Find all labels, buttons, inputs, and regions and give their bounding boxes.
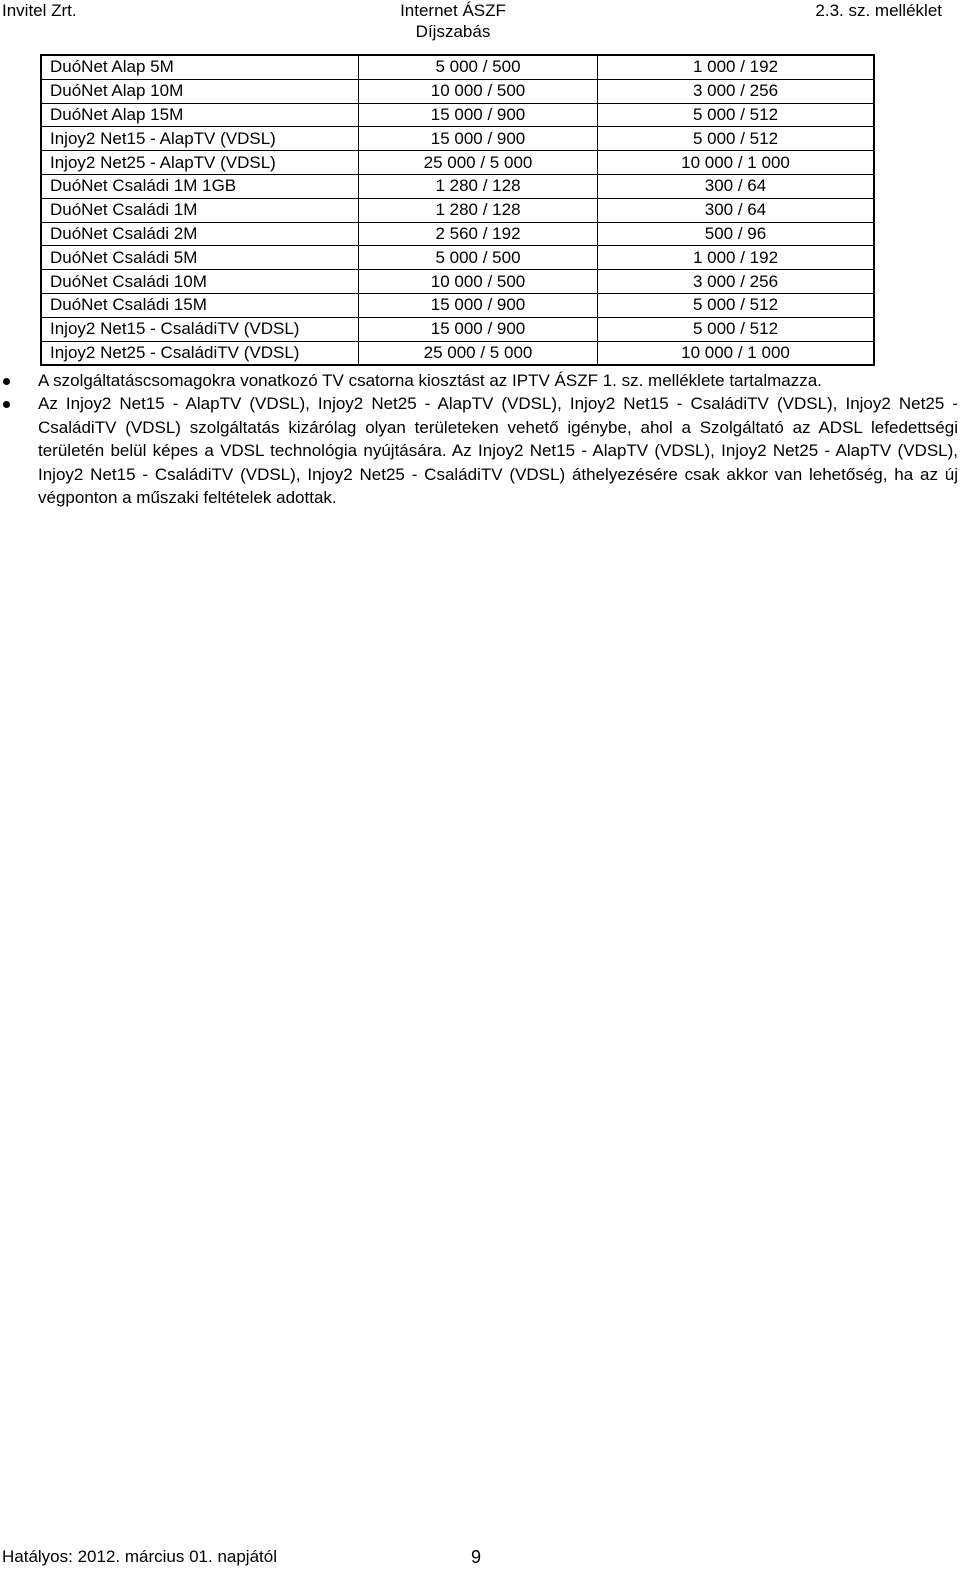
package-name-cell: DuóNet Alap 10M — [41, 79, 359, 103]
package-name-cell: Injoy2 Net15 - AlapTV (VDSL) — [41, 127, 359, 151]
speed-b-cell: 3 000 / 256 — [598, 270, 875, 294]
speed-b-cell: 10 000 / 1 000 — [598, 341, 875, 365]
package-name-cell: Injoy2 Net25 - AlapTV (VDSL) — [41, 151, 359, 175]
table-row — [41, 293, 874, 317]
bullet-icon — [3, 401, 10, 408]
footer-effective-date: Hatályos: 2012. március 01. napjától — [2, 1547, 277, 1566]
bullet-icon — [3, 378, 10, 385]
speed-a-cell: 25 000 / 5 000 — [359, 151, 598, 175]
speed-a-cell: 15 000 / 900 — [359, 127, 598, 151]
speed-b-cell: 1 000 / 192 — [598, 246, 875, 270]
package-name-cell: Injoy2 Net15 - CsaládiTV (VDSL) — [41, 317, 359, 341]
speed-b-cell: 500 / 96 — [598, 222, 875, 246]
speed-b-cell: 300 / 64 — [598, 174, 875, 198]
speed-a-cell: 15 000 / 900 — [359, 103, 598, 127]
footer-page-number: 9 — [471, 1547, 482, 1567]
table-row — [41, 55, 874, 79]
speed-b-cell: 5 000 / 512 — [598, 127, 875, 151]
package-speed-table — [40, 54, 875, 366]
table-row — [41, 151, 874, 175]
package-speed-table-body — [41, 55, 874, 365]
speed-b-cell: 5 000 / 512 — [598, 103, 875, 127]
speed-a-cell: 5 000 / 500 — [359, 246, 598, 270]
speed-a-cell: 15 000 / 900 — [359, 293, 598, 317]
speed-a-cell: 2 560 / 192 — [359, 222, 598, 246]
speed-b-cell: 10 000 / 1 000 — [598, 151, 875, 175]
speed-a-cell: 5 000 / 500 — [359, 55, 598, 79]
speed-a-cell: 1 280 / 128 — [359, 198, 598, 222]
speed-a-cell: 15 000 / 900 — [359, 317, 598, 341]
table-row — [41, 246, 874, 270]
table-row — [41, 198, 874, 222]
speed-b-cell: 5 000 / 512 — [598, 317, 875, 341]
header-title-block — [380, 0, 526, 42]
speed-b-cell: 5 000 / 512 — [598, 293, 875, 317]
speed-b-cell: 1 000 / 192 — [598, 55, 875, 79]
table-row — [41, 174, 874, 198]
header-doc-title: Internet ÁSZF — [400, 1, 506, 20]
package-name-cell: DuóNet Családi 2M — [41, 222, 359, 246]
table-row — [41, 127, 874, 151]
package-name-cell: DuóNet Családi 15M — [41, 293, 359, 317]
package-name-cell: DuóNet Alap 5M — [41, 55, 359, 79]
speed-a-cell: 1 280 / 128 — [359, 174, 598, 198]
header-company: Invitel Zrt. — [2, 1, 77, 20]
speed-a-cell: 10 000 / 500 — [359, 270, 598, 294]
note-item — [0, 369, 958, 392]
package-name-cell: DuóNet Családi 1M 1GB — [41, 174, 359, 198]
table-row — [41, 341, 874, 365]
note-text: A szolgáltatáscsomagokra vonatkozó TV csatorna kiosztást az IPTV ÁSZF 1. sz. melléklete tartalmazza. — [38, 371, 822, 390]
speed-b-cell: 300 / 64 — [598, 198, 875, 222]
note-item — [0, 392, 958, 509]
notes-list — [0, 369, 958, 509]
header-annex: 2.3. sz. melléklet — [815, 1, 942, 20]
package-name-cell: DuóNet Családi 10M — [41, 270, 359, 294]
speed-b-cell: 3 000 / 256 — [598, 79, 875, 103]
package-name-cell: DuóNet Alap 15M — [41, 103, 359, 127]
package-name-cell: DuóNet Családi 1M — [41, 198, 359, 222]
table-row — [41, 270, 874, 294]
table-row — [41, 103, 874, 127]
note-text: Az Injoy2 Net15 - AlapTV (VDSL), Injoy2 Net25 - AlapTV (VDSL), Injoy2 Net15 - CsaládiTV (VDSL), Injoy2 Net25 - CsaládiTV (VDSL) szolgáltatás kizárólag olyan területeken vehető igénybe, ahol a Szolgáltató az ADSL lefedettségi területén belül képes a VDSL technológia nyújtására. Az Injoy2 Net15 - AlapTV (VDSL), Injoy2 Net25 - AlapTV (VDSL), Injoy2 Net15 - CsaládiTV (VDSL), Injoy2 Net25 - CsaládiTV (VDSL) áthelyezésére csak akkor van lehetőség, ha az új végponton a műszaki feltételek adottak. — [38, 394, 958, 508]
table-row — [41, 79, 874, 103]
package-name-cell: Injoy2 Net25 - CsaládiTV (VDSL) — [41, 341, 359, 365]
package-name-cell: DuóNet Családi 5M — [41, 246, 359, 270]
table-row — [41, 317, 874, 341]
header-doc-subtitle: Díjszabás — [415, 22, 491, 41]
speed-a-cell: 25 000 / 5 000 — [359, 341, 598, 365]
speed-a-cell: 10 000 / 500 — [359, 79, 598, 103]
table-row — [41, 222, 874, 246]
